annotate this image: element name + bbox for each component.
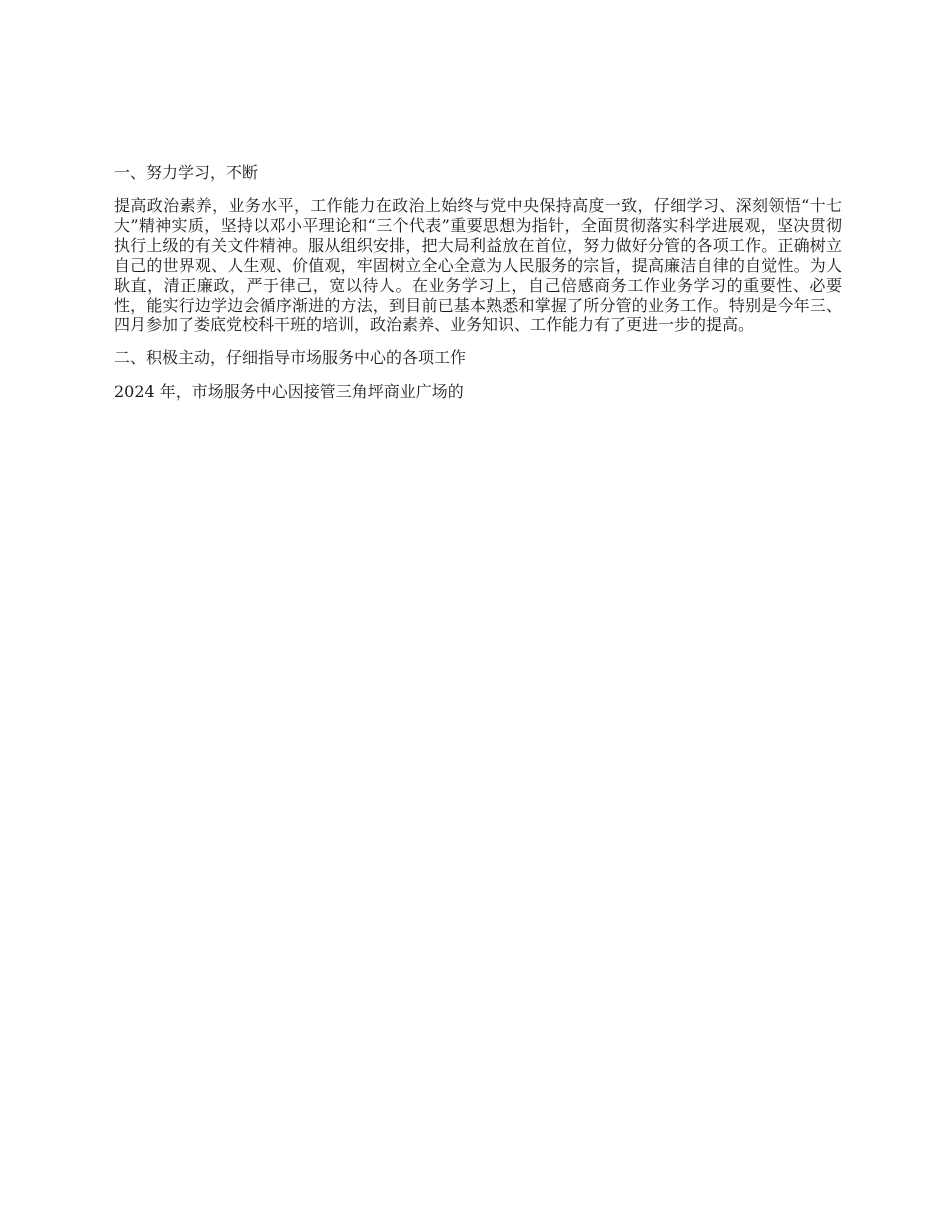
section-1-heading: 一、努力学习，不断 xyxy=(114,163,259,182)
section-2-paragraph: 2024 年，市场服务中心因接管三角坪商业广场的 xyxy=(114,382,464,402)
section-2-heading: 二、积极主动，仔细指导市场服务中心的各项工作 xyxy=(114,348,467,368)
document-page xyxy=(114,162,842,415)
section-1-paragraph: 提高政治素养，业务水平，工作能力在政治上始终与党中央保持高度一致，仔细学习、深刻领悟“十七大”精神实质，坚持以邓小平理论和“三个代表”重要思想为指针，全面贯彻落实科学进展观，坚决贯彻执行上级的有关文件精神。服从组织安排，把大局利益放在首位，努力做好分管的各项工作。正确树立自己的世界观、人生观、价值观，牢固树立全心全意为人民服务的宗旨，提高廉洁自律的自觉性。为人耿直，清正廉政，严于律己，宽以待人。在业务学习上，自己倍感商务工作业务学习的重要性、必要性，能实行边学边会循序渐进的方法，到目前已基本熟悉和掌握了所分管的业务工作。特别是今年三、四月参加了娄底党校科干班的培训，政治素养、业务知识、工作能力有了更进一步的提高。 xyxy=(114,196,842,335)
